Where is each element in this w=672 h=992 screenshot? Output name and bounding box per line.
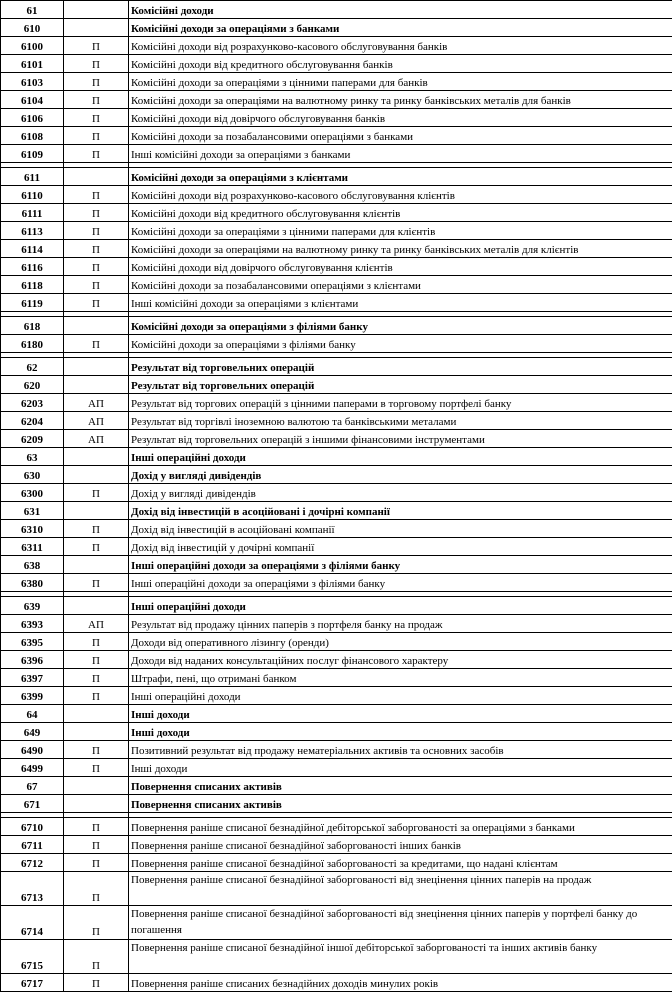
account-type <box>64 777 129 795</box>
account-code: 6380 <box>1 574 64 592</box>
account-code: 631 <box>1 502 64 520</box>
account-type: П <box>64 818 129 836</box>
account-type: П <box>64 276 129 294</box>
account-code: 6209 <box>1 430 64 448</box>
group-header-row <box>1 358 672 376</box>
account-code: 6393 <box>1 615 64 633</box>
account-name: Результат від торговельних операцій <box>129 376 672 394</box>
account-type: П <box>64 258 129 276</box>
group-header-row <box>1 723 672 741</box>
account-type <box>64 168 129 186</box>
account-name: Доходи від оперативного лізингу (оренди) <box>129 633 672 651</box>
account-code: 610 <box>1 19 64 37</box>
account-name: Результат від торгівлі іноземною валютою та банківськими металами <box>129 412 672 430</box>
group-header-row <box>1 317 672 335</box>
account-type: П <box>64 974 129 992</box>
account-name: Комісійні доходи від довірчого обслуговування банків <box>129 109 672 127</box>
account-type: П <box>64 574 129 592</box>
account-code: 6116 <box>1 258 64 276</box>
account-row <box>1 484 672 502</box>
group-header-row <box>1 777 672 795</box>
account-name: Комісійні доходи від розрахунково-касового обслуговування клієнтів <box>129 186 672 204</box>
account-row <box>1 872 672 906</box>
account-type <box>64 597 129 615</box>
account-type: П <box>64 109 129 127</box>
account-code: 6100 <box>1 37 64 55</box>
account-code: 630 <box>1 466 64 484</box>
account-type: П <box>64 520 129 538</box>
account-row <box>1 127 672 145</box>
account-type <box>64 19 129 37</box>
account-row <box>1 615 672 633</box>
account-code: 6113 <box>1 222 64 240</box>
account-code: 618 <box>1 317 64 335</box>
account-code: 6111 <box>1 204 64 222</box>
account-row <box>1 222 672 240</box>
group-header-row <box>1 448 672 466</box>
account-type: П <box>64 633 129 651</box>
account-row <box>1 91 672 109</box>
account-name: Результат від торговельних операцій з іншими фінансовими інструментами <box>129 430 672 448</box>
account-code: 6490 <box>1 741 64 759</box>
account-type <box>64 466 129 484</box>
group-header-row <box>1 466 672 484</box>
account-row <box>1 687 672 705</box>
account-row <box>1 836 672 854</box>
account-row <box>1 204 672 222</box>
account-code: 6715 <box>1 940 64 974</box>
account-row <box>1 651 672 669</box>
account-name: Комісійні доходи від кредитного обслуговування банків <box>129 55 672 73</box>
account-name: Дохід від інвестицій в асоційовані компанії <box>129 520 672 538</box>
account-code: 64 <box>1 705 64 723</box>
group-header-row <box>1 705 672 723</box>
account-code: 63 <box>1 448 64 466</box>
account-row <box>1 73 672 91</box>
account-code: 6101 <box>1 55 64 73</box>
account-code: 6110 <box>1 186 64 204</box>
account-type <box>64 317 129 335</box>
account-type: П <box>64 240 129 258</box>
account-row <box>1 974 672 992</box>
account-name: Результат від продажу цінних паперів з портфеля банку на продаж <box>129 615 672 633</box>
account-code: 6118 <box>1 276 64 294</box>
account-code: 6203 <box>1 394 64 412</box>
account-name: Інші операційні доходи <box>129 597 672 615</box>
account-name: Комісійні доходи від розрахунково-касового обслуговування банків <box>129 37 672 55</box>
account-name: Повернення раніше списаної безнадійної заборгованості від знецінення цінних паперів на продаж <box>129 872 672 906</box>
account-type <box>64 502 129 520</box>
account-type: П <box>64 669 129 687</box>
account-row <box>1 574 672 592</box>
account-code: 639 <box>1 597 64 615</box>
account-code: 671 <box>1 795 64 813</box>
account-code: 6104 <box>1 91 64 109</box>
account-name: Інші доходи <box>129 723 672 741</box>
account-row <box>1 186 672 204</box>
account-code: 6311 <box>1 538 64 556</box>
group-header-row <box>1 376 672 394</box>
account-code: 6710 <box>1 818 64 836</box>
table-body <box>1 1 672 992</box>
account-row <box>1 240 672 258</box>
account-name: Повернення раніше списаної безнадійної заборгованості від знецінення цінних паперів у портфелі банку до погашення <box>129 906 672 940</box>
account-type: П <box>64 222 129 240</box>
account-row <box>1 430 672 448</box>
account-name: Повернення раніше списаної безнадійної заборгованості за кредитами, що надані клієнтам <box>129 854 672 872</box>
account-code: 62 <box>1 358 64 376</box>
account-type <box>64 556 129 574</box>
account-type <box>64 723 129 741</box>
account-row <box>1 818 672 836</box>
account-name: Штрафи, пені, що отримані банком <box>129 669 672 687</box>
account-type: АП <box>64 430 129 448</box>
account-type: П <box>64 335 129 353</box>
account-row <box>1 258 672 276</box>
account-type: П <box>64 651 129 669</box>
account-type: АП <box>64 394 129 412</box>
account-name: Інші доходи <box>129 705 672 723</box>
account-name: Повернення раніше списаної безнадійної дебіторської заборгованості за операціями з банками <box>129 818 672 836</box>
account-name: Результат від торговельних операцій <box>129 358 672 376</box>
account-type: П <box>64 37 129 55</box>
account-type: П <box>64 854 129 872</box>
account-type: П <box>64 741 129 759</box>
account-type: П <box>64 73 129 91</box>
account-type: П <box>64 145 129 163</box>
account-name: Повернення списаних активів <box>129 777 672 795</box>
account-row <box>1 520 672 538</box>
account-name: Комісійні доходи за операціями з цінними паперами для клієнтів <box>129 222 672 240</box>
account-code: 6180 <box>1 335 64 353</box>
account-name: Комісійні доходи за позабалансовими операціями з банками <box>129 127 672 145</box>
account-row <box>1 294 672 312</box>
account-type <box>64 1 129 19</box>
account-name: Дохід від інвестицій у дочірні компанії <box>129 538 672 556</box>
account-code: 6114 <box>1 240 64 258</box>
account-code: 6108 <box>1 127 64 145</box>
account-code: 6395 <box>1 633 64 651</box>
account-type: П <box>64 759 129 777</box>
account-name: Комісійні доходи за операціями з клієнтами <box>129 168 672 186</box>
account-code: 6396 <box>1 651 64 669</box>
account-code: 6106 <box>1 109 64 127</box>
account-name: Дохід у вигляді дивідендів <box>129 484 672 502</box>
account-name: Комісійні доходи від довірчого обслуговування клієнтів <box>129 258 672 276</box>
account-type <box>64 448 129 466</box>
account-type: П <box>64 294 129 312</box>
account-row <box>1 906 672 940</box>
account-type: П <box>64 872 129 906</box>
account-row <box>1 394 672 412</box>
account-row <box>1 669 672 687</box>
account-type: П <box>64 204 129 222</box>
account-name: Інші комісійні доходи за операціями з клієнтами <box>129 294 672 312</box>
account-name: Інші операційні доходи за операціями з філіями банку <box>129 556 672 574</box>
account-type <box>64 358 129 376</box>
account-row <box>1 109 672 127</box>
account-code: 649 <box>1 723 64 741</box>
account-name: Повернення раніше списаної безнадійної заборгованості інших банків <box>129 836 672 854</box>
account-type: АП <box>64 412 129 430</box>
account-type: П <box>64 186 129 204</box>
account-type: П <box>64 55 129 73</box>
account-name: Дохід від інвестицій в асоційовані і дочірні компанії <box>129 502 672 520</box>
account-row <box>1 633 672 651</box>
account-row <box>1 145 672 163</box>
account-name: Комісійні доходи за позабалансовими операціями з клієнтами <box>129 276 672 294</box>
account-name: Позитивний результат від продажу нематеріальних активів та основних засобів <box>129 741 672 759</box>
account-name: Комісійні доходи за операціями з банками <box>129 19 672 37</box>
account-code: 6310 <box>1 520 64 538</box>
account-type <box>64 795 129 813</box>
account-type: АП <box>64 615 129 633</box>
account-name: Комісійні доходи за операціями з філіями банку <box>129 317 672 335</box>
account-code: 61 <box>1 1 64 19</box>
account-type <box>64 705 129 723</box>
account-name: Інші операційні доходи за операціями з філіями банку <box>129 574 672 592</box>
account-code: 638 <box>1 556 64 574</box>
group-header-row <box>1 502 672 520</box>
account-row <box>1 276 672 294</box>
account-name: Повернення раніше списаних безнадійних доходів минулих років <box>129 974 672 992</box>
account-code: 6397 <box>1 669 64 687</box>
account-row <box>1 412 672 430</box>
account-code: 6103 <box>1 73 64 91</box>
account-name: Інші комісійні доходи за операціями з банками <box>129 145 672 163</box>
account-code: 6717 <box>1 974 64 992</box>
account-type: П <box>64 484 129 502</box>
account-name: Комісійні доходи від кредитного обслуговування клієнтів <box>129 204 672 222</box>
account-name: Комісійні доходи за операціями на валютному ринку та ринку банківських металів для банків <box>129 91 672 109</box>
group-header-row <box>1 597 672 615</box>
account-type: П <box>64 940 129 974</box>
account-code: 67 <box>1 777 64 795</box>
account-code: 6499 <box>1 759 64 777</box>
account-name: Інші операційні доходи <box>129 687 672 705</box>
account-type: П <box>64 127 129 145</box>
account-name: Доходи від наданих консультаційних послуг фінансового характеру <box>129 651 672 669</box>
account-type <box>64 376 129 394</box>
account-type: П <box>64 836 129 854</box>
account-type: П <box>64 687 129 705</box>
account-name: Комісійні доходи за операціями з філіями банку <box>129 335 672 353</box>
account-row <box>1 335 672 353</box>
account-code: 611 <box>1 168 64 186</box>
group-header-row <box>1 556 672 574</box>
account-code: 6399 <box>1 687 64 705</box>
account-row <box>1 854 672 872</box>
account-name: Інші доходи <box>129 759 672 777</box>
account-row <box>1 55 672 73</box>
group-header-row <box>1 19 672 37</box>
group-header-row <box>1 1 672 19</box>
account-name: Повернення списаних активів <box>129 795 672 813</box>
account-name: Комісійні доходи за операціями на валютному ринку та ринку банківських металів для клієнтів <box>129 240 672 258</box>
account-name: Інші операційні доходи <box>129 448 672 466</box>
group-header-row <box>1 795 672 813</box>
account-type: П <box>64 91 129 109</box>
account-code: 6109 <box>1 145 64 163</box>
account-code: 6204 <box>1 412 64 430</box>
account-row <box>1 37 672 55</box>
account-name: Повернення раніше списаної безнадійної іншої дебіторської заборгованості та інших активів банку <box>129 940 672 974</box>
account-code: 6712 <box>1 854 64 872</box>
account-code: 6119 <box>1 294 64 312</box>
group-header-row <box>1 168 672 186</box>
account-type: П <box>64 906 129 940</box>
account-code: 6711 <box>1 836 64 854</box>
account-code: 6713 <box>1 872 64 906</box>
account-name: Дохід у вигляді дивідендів <box>129 466 672 484</box>
account-row <box>1 538 672 556</box>
account-type: П <box>64 538 129 556</box>
account-name: Комісійні доходи <box>129 1 672 19</box>
account-code: 6300 <box>1 484 64 502</box>
account-row <box>1 940 672 974</box>
account-code: 6714 <box>1 906 64 940</box>
account-name: Результат від торгових операцій з цінними паперами в торговому портфелі банку <box>129 394 672 412</box>
account-name: Комісійні доходи за операціями з цінними паперами для банків <box>129 73 672 91</box>
account-code: 620 <box>1 376 64 394</box>
account-row <box>1 759 672 777</box>
account-row <box>1 741 672 759</box>
